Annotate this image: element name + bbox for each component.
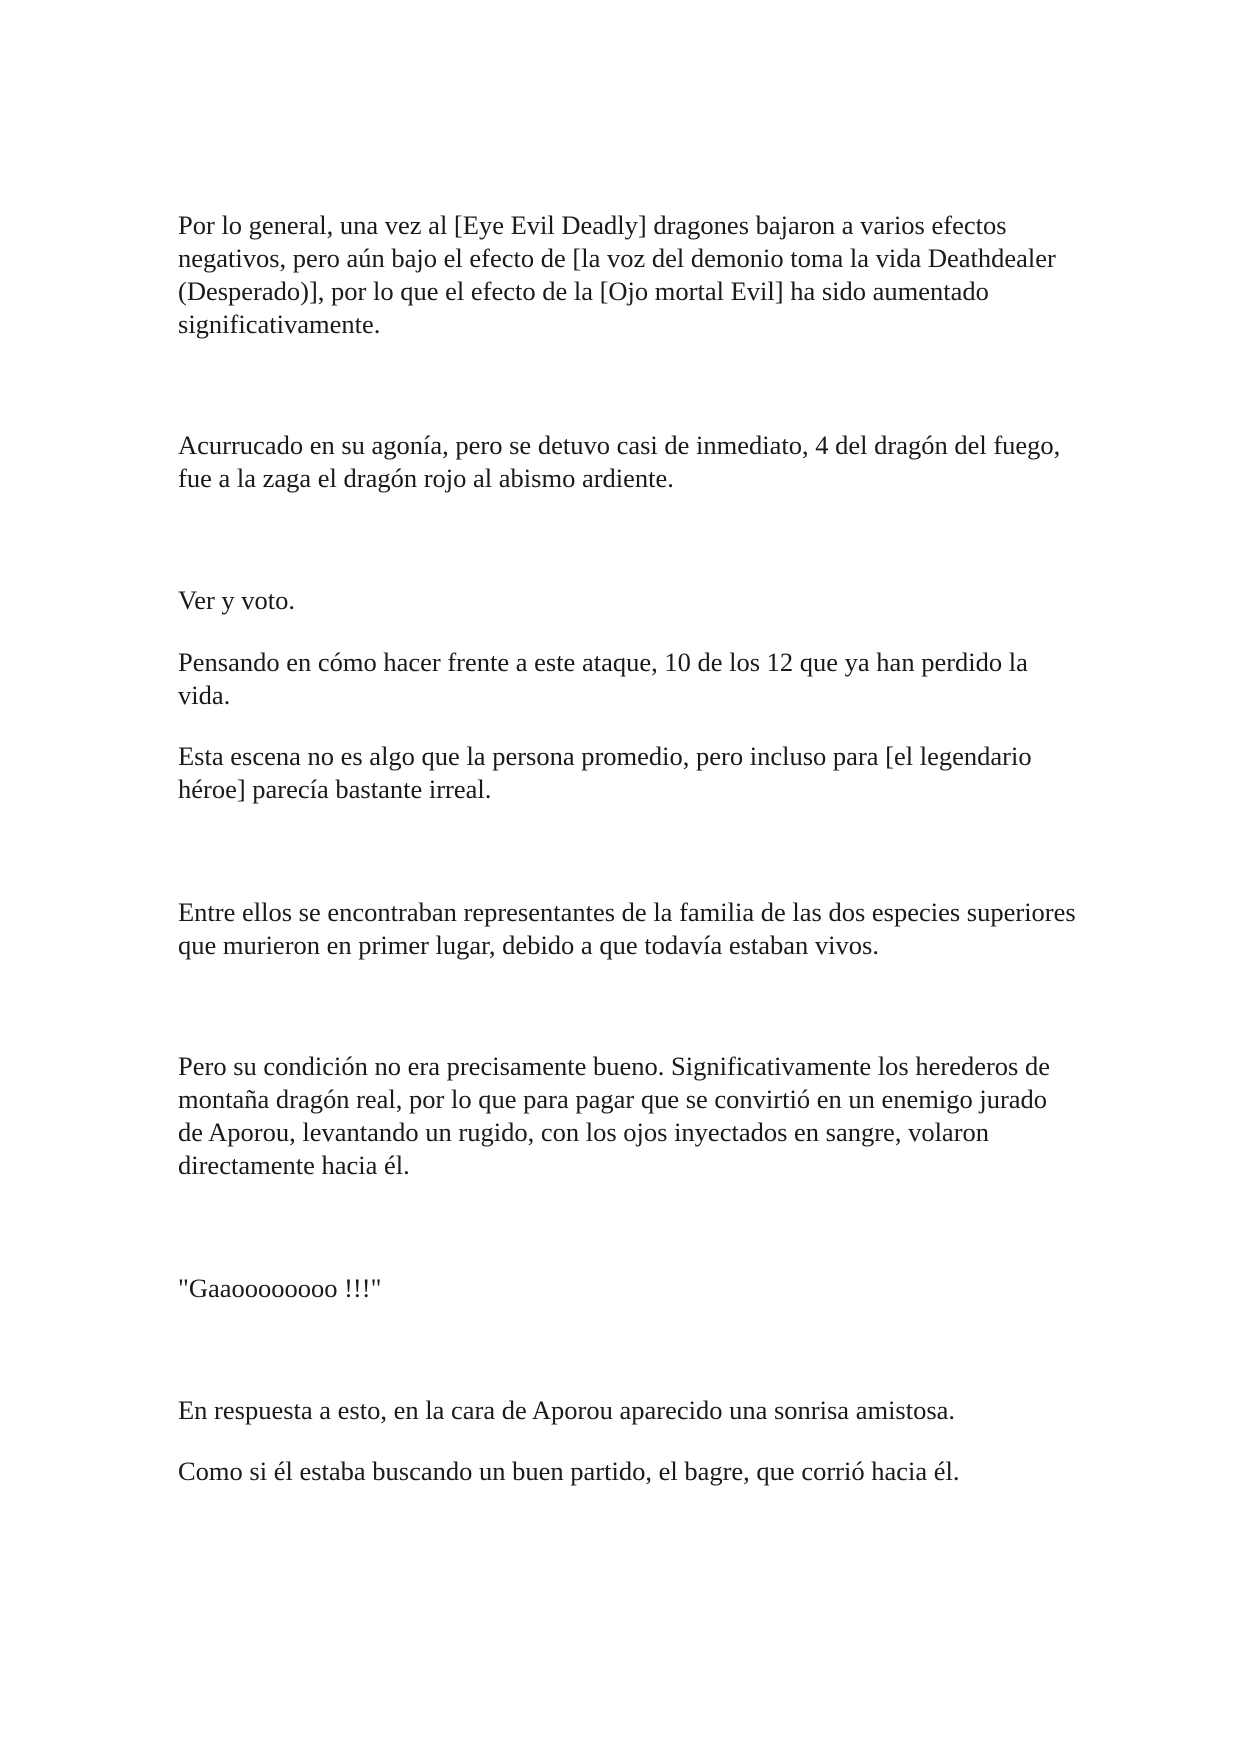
paragraph: Ver y voto. [178, 585, 296, 615]
paragraph: Acurrucado en su agonía, pero se detuvo casi de inmediato, 4 del dragón del fuego, fue a la zaga el dragón rojo al abismo ardiente. [178, 430, 1061, 493]
paragraph: En respuesta a esto, en la cara de Aporou aparecido una sonrisa amistosa. [178, 1395, 956, 1425]
dialogue-line: "Gaaoooooooo !!!" [178, 1273, 382, 1303]
paragraph: Pero su condición no era precisamente bueno. Significativamente los herederos de montaña dragón real, por lo que para pagar que se convirtió en un enemigo jurado de Aporou, levantando un rugido, con los ojos inyectados en sangre, volaron directamente hacia él. [178, 1051, 1051, 1180]
paragraph: Como si él estaba buscando un buen partido, el bagre, que corrió hacia él. [178, 1456, 960, 1486]
paragraph: Entre ellos se encontraban representantes de la familia de las dos especies superiores que murieron en primer lugar, debido a que todavía estaban vivos. [178, 897, 1076, 960]
paragraph: Esta escena no es algo que la persona promedio, pero incluso para [el legendario héroe] parecía bastante irreal. [178, 741, 1032, 804]
paragraph: Pensando en cómo hacer frente a este ataque, 10 de los 12 que ya han perdido la vida. [178, 647, 1028, 710]
paragraph: Por lo general, una vez al [Eye Evil Deadly] dragones bajaron a varios efectos negativos, pero aún bajo el efecto de [la voz del demonio toma la vida Deathdealer (Desperado)], por lo que el efecto de la [Ojo mortal Evil] ha sido aumentado significativamente. [178, 210, 1056, 339]
